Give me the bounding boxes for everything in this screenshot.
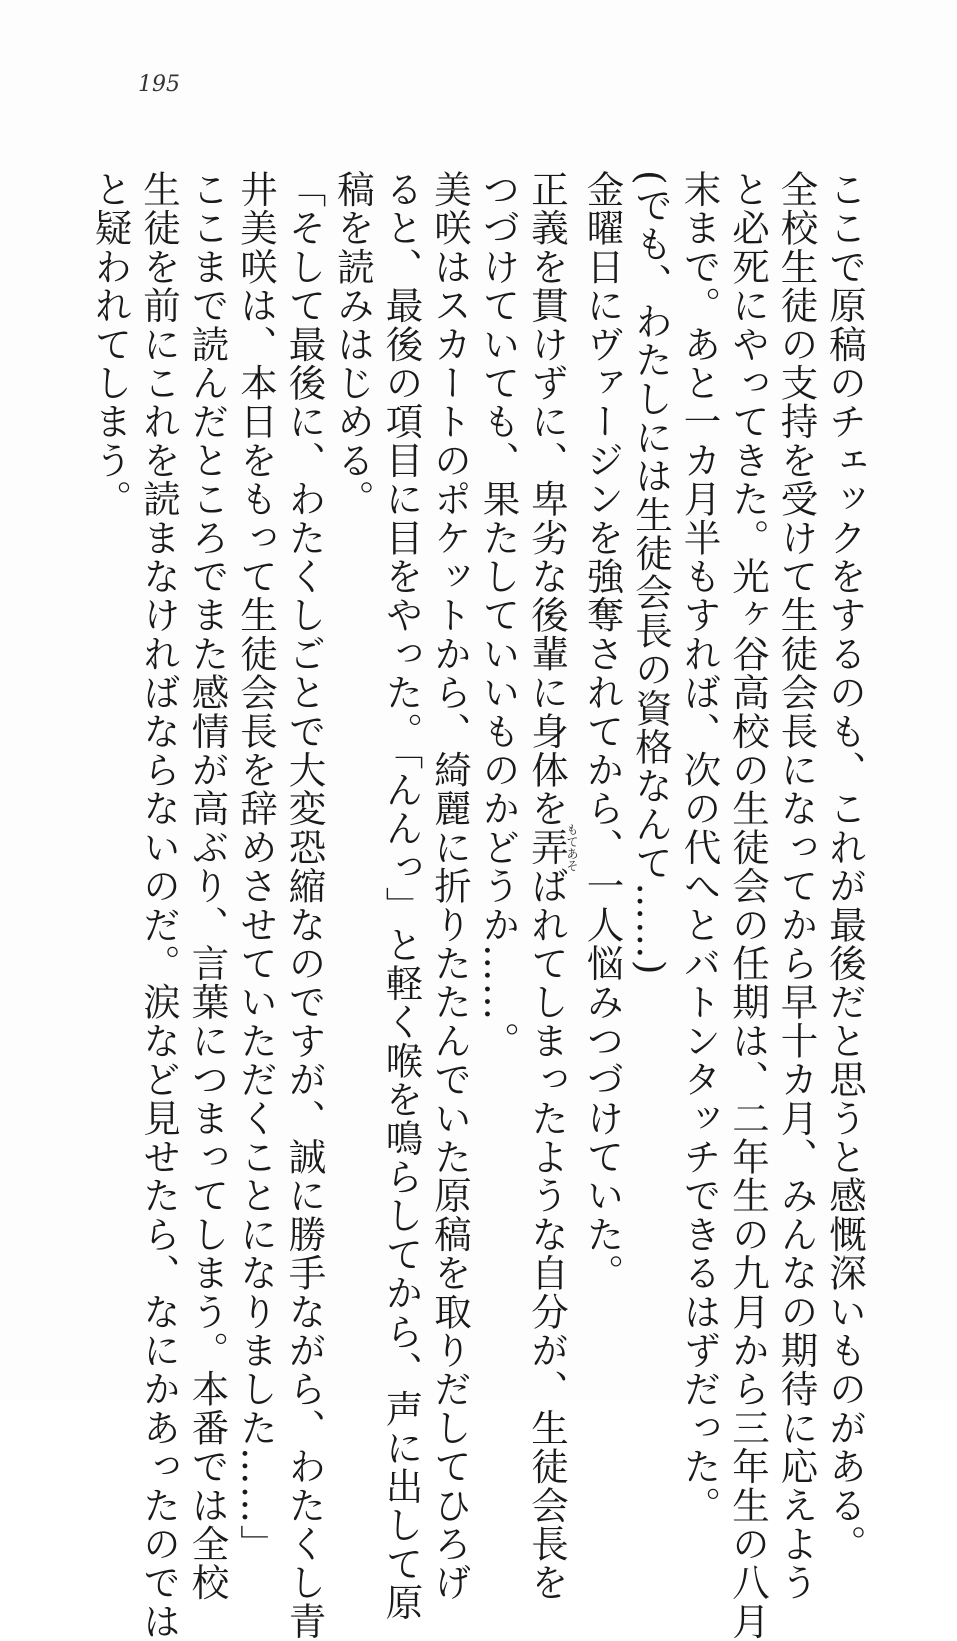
text-line: つづけていても、果たしていいものかどうか……。 [476,170,521,1061]
text-line: 美咲はスカートのポケットから、綺麗に折りたたんでいた原稿を取りだしてひろげ [428,170,472,1602]
page-number: 195 [138,72,180,97]
text-line: 生徒を前にこれを読まなければならないのだ。涙など見せたら、なにかあったのでは [137,170,181,1641]
text-line: (でも、わたしには生徒会長の資格なんて……) [629,170,673,976]
text-line: と疑われてしまう。 [88,170,133,519]
ruby-annotation: 弄もてあそ [525,823,579,872]
text-line: ると、最後の項目に目をやった。「んんっ」と軽く喉を鳴らしてから、声に出して原 [379,170,424,1622]
text-line-with-ruby: 正義を貫けずに、卑劣な後輩に身体を弄もてあそばれてしまったような自分が、生徒会長を [525,170,579,1602]
ruby-reading: もてあそ [565,823,579,872]
text-line: 「そして最後に、わたくしごとで大変恐縮なのですが、誠に勝手ながら、わたくし青 [282,170,327,1641]
text-line: 全校生徒の支持を受けて生徒会長になってから早十カ月、みんなの期待に応えよう [774,170,819,1602]
text-line: 井美咲は、本日をもって生徒会長を辞めさせていただくことになりました……」 [234,170,278,1564]
text-line: と必死にやってきた。光ヶ谷高校の生徒会の任期は、二年生の九月から三年生の八月 [726,170,770,1641]
text-line: 金曜日にヴァージンを強奪されてから、一人悩みつづけていた。 [580,170,625,1293]
novel-body-text [86,170,869,1641]
text-line: ここで原稿のチェックをするのも、これが最後だと思うと感慨深いものがある。 [823,170,867,1564]
text-line: ここまで読んだところでまた感情が高ぶり、言葉につまってしまう。本番では全校 [185,170,230,1602]
text-line: 稿を読みはじめる。 [331,170,375,519]
text-line: 末まで。あと一カ月半もすれば、次の代へとバトンタッチできるはずだった。 [677,170,722,1525]
